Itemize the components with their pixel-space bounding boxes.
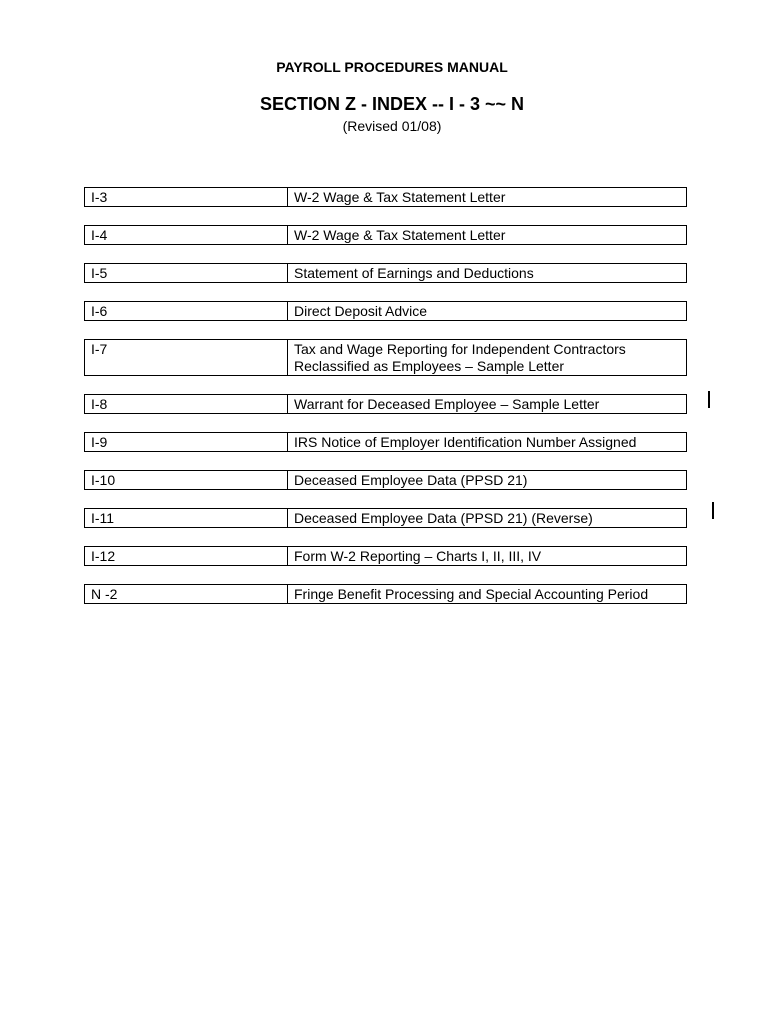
form-code: I-6 <box>85 302 288 320</box>
form-code: I-10 <box>85 471 288 489</box>
form-code: I-11 <box>85 509 288 527</box>
form-code: I-7 <box>85 340 288 375</box>
form-code: I-12 <box>85 547 288 565</box>
form-code: I-9 <box>85 433 288 451</box>
index-row <box>84 187 687 207</box>
index-row <box>84 584 687 604</box>
index-row <box>84 301 687 321</box>
form-description: Tax and Wage Reporting for Independent Contractors Reclassified as Employees – Sample Letter <box>294 341 626 374</box>
form-code: I-8 <box>85 395 288 413</box>
index-row <box>84 263 687 283</box>
index-row <box>84 394 687 414</box>
revised-date: (Revised 01/08) <box>342 118 442 134</box>
form-description: Direct Deposit Advice <box>294 303 428 319</box>
row-edge-mark <box>712 502 714 519</box>
form-description: Deceased Employee Data (PPSD 21) (Reverse) <box>294 510 593 526</box>
form-code: I-4 <box>85 226 288 244</box>
index-row <box>84 546 687 566</box>
form-description: Form W-2 Reporting – Charts I, II, III, IV <box>294 548 542 564</box>
form-code: I-3 <box>85 188 288 206</box>
index-row <box>84 432 687 452</box>
index-table <box>84 187 687 622</box>
index-row <box>84 508 687 528</box>
form-code: I-5 <box>85 264 288 282</box>
form-description: Warrant for Deceased Employee – Sample Letter <box>294 396 600 412</box>
index-row <box>84 225 687 245</box>
form-description: IRS Notice of Employer Identification Number Assigned <box>294 434 637 450</box>
form-description: W-2 Wage & Tax Statement Letter <box>294 189 506 205</box>
form-code: N -2 <box>85 585 288 603</box>
form-description: W-2 Wage & Tax Statement Letter <box>294 227 506 243</box>
form-description: Statement of Earnings and Deductions <box>294 265 534 281</box>
row-edge-mark <box>708 391 710 408</box>
index-row <box>84 339 687 376</box>
form-description: Fringe Benefit Processing and Special Accounting Period <box>294 586 649 602</box>
manual-title: PAYROLL PROCEDURES MANUAL <box>276 59 508 75</box>
section-title: SECTION Z - INDEX -- I - 3 ~~ N <box>259 94 525 114</box>
form-description: Deceased Employee Data (PPSD 21) <box>294 472 528 488</box>
index-row <box>84 470 687 490</box>
